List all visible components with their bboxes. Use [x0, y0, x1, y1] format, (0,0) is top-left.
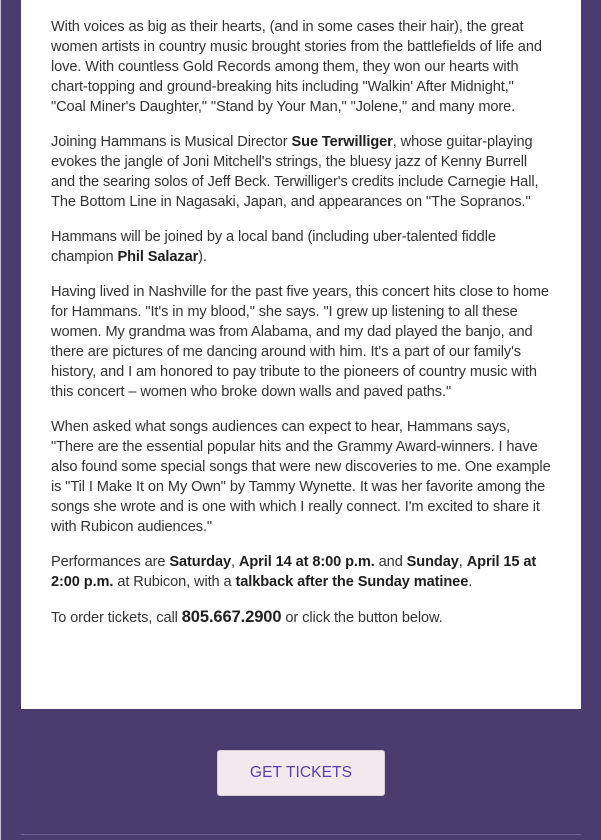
text: .	[468, 574, 473, 590]
cta-wrapper	[217, 750, 385, 796]
paragraph-order-tickets	[51, 607, 551, 628]
text: Having lived in Nashville for the past five years, this concert hits close to home for Hammans. "It's in my blood," she says. "I grew up listening to all these women. My grandma was from Alabama, and my dad played the banjo, and there are pictures of me dancing around with him. It's a part of our family's history, and I am honored to pay tribute to the pioneers of country music with this concert – women who broke down walls and paved paths."	[51, 284, 549, 400]
intro-text: With voices as big as their hearts, (and in some cases their hair), the great women artists in country music brought stories from the battlefields of life and love. With countless Gold Records among them, they won our hearts with chart-topping and ground-breaking hits including "Walkin' After Midnight," "Coal Miner's Daughter," "Stand by Your Man," "Jolene," and many more.	[51, 19, 542, 115]
frame-left-border	[0, 0, 1, 840]
bottom-divider	[21, 834, 581, 835]
fiddle-champion-name: Phil Salazar	[117, 249, 199, 265]
text: and	[374, 554, 407, 570]
text: ).	[198, 249, 207, 265]
paragraph-performances	[51, 552, 551, 592]
paragraph-local-band	[51, 227, 551, 267]
text: at Rubicon, with a	[113, 574, 236, 590]
performance-time-1: April 14 at 8:00 p.m.	[238, 554, 375, 570]
text: ,	[458, 554, 467, 570]
performance-day-2: Sunday	[406, 554, 459, 570]
performance-day-1: Saturday	[169, 554, 231, 570]
text: , whose guitar-playing evokes the jangle of Joni Mitchell's strings, the bluesy jazz of Kenny Burrell and the searing solos of Jeff Beck. Terwilliger's credits include Carnegie Hall, The Bottom Line in Nagasaki, Japan, and appearances on "The Sopranos."	[51, 134, 539, 210]
text: Hammans will be joined by a local band (including uber-talented fiddle champion	[51, 229, 496, 265]
paragraph-nashville	[51, 282, 551, 402]
talkback-note: talkback after the Sunday matinee	[235, 574, 469, 590]
get-tickets-button[interactable]	[217, 750, 385, 796]
text: To order tickets, call	[51, 610, 182, 626]
musical-director-name: Sue Terwilliger	[291, 134, 393, 150]
text: ,	[231, 554, 239, 570]
article-card	[21, 0, 581, 709]
phone-number[interactable]: 805.667.2900	[181, 608, 282, 626]
performance-time-2: April 15 at 2:00 p.m.	[51, 554, 537, 590]
paragraph-songs	[51, 417, 551, 537]
text: Joining Hammans is Musical Director	[51, 134, 292, 150]
paragraph-musical-director	[51, 132, 551, 212]
text: Performances are	[51, 554, 170, 570]
get-tickets-label: GET TICKETS	[249, 764, 353, 781]
paragraph-intro	[51, 17, 551, 117]
text: When asked what songs audiences can expect to hear, Hammans says, "There are the essential popular hits and the Grammy Award-winners. I have also found some special songs that were new discoveries to me. One example is "Til I Make It on My Own" by Tammy Wynette. It was her favorite among the songs she wrote and is one with which I really connect. I'm excited to share it with Rubicon audiences."	[51, 419, 551, 535]
text: or click the button below.	[281, 610, 443, 626]
